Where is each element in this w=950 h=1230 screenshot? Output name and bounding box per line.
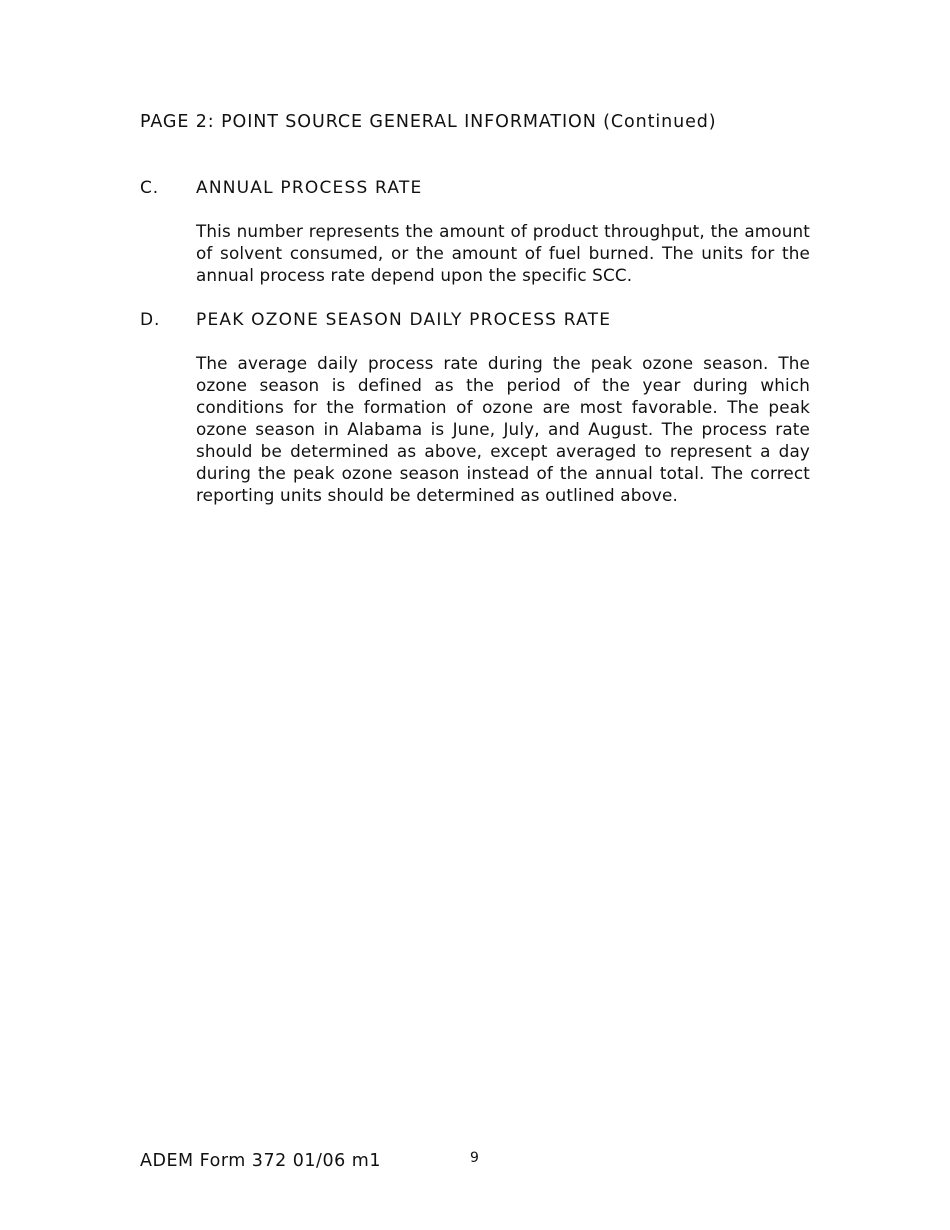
section-letter: D.	[140, 310, 161, 330]
section-letter: C.	[140, 178, 160, 198]
page-title: PAGE 2: POINT SOURCE GENERAL INFORMATION (Continued)	[140, 112, 717, 132]
page-number: 9	[470, 1150, 479, 1166]
section-title: ANNUAL PROCESS RATE	[196, 178, 423, 198]
form-id: ADEM Form 372 01/06 m1	[140, 1151, 381, 1171]
section-body: The average daily process rate during the peak ozone season. The ozone season is defined as the period of the year during which conditions for the formation of ozone are most favorable. The peak ozone season in Alabama is June, July, and August. The process rate should be determined as above, except averaged to represent a day during the peak ozone season instead of the annual total. The correct reporting units should be determined as outlined above.	[196, 353, 810, 505]
section-body: This number represents the amount of product throughput, the amount of solvent consumed, or the amount of fuel burned. The units for the annual process rate depend upon the specific SCC.	[196, 221, 810, 285]
section-title: PEAK OZONE SEASON DAILY PROCESS RATE	[196, 310, 612, 330]
